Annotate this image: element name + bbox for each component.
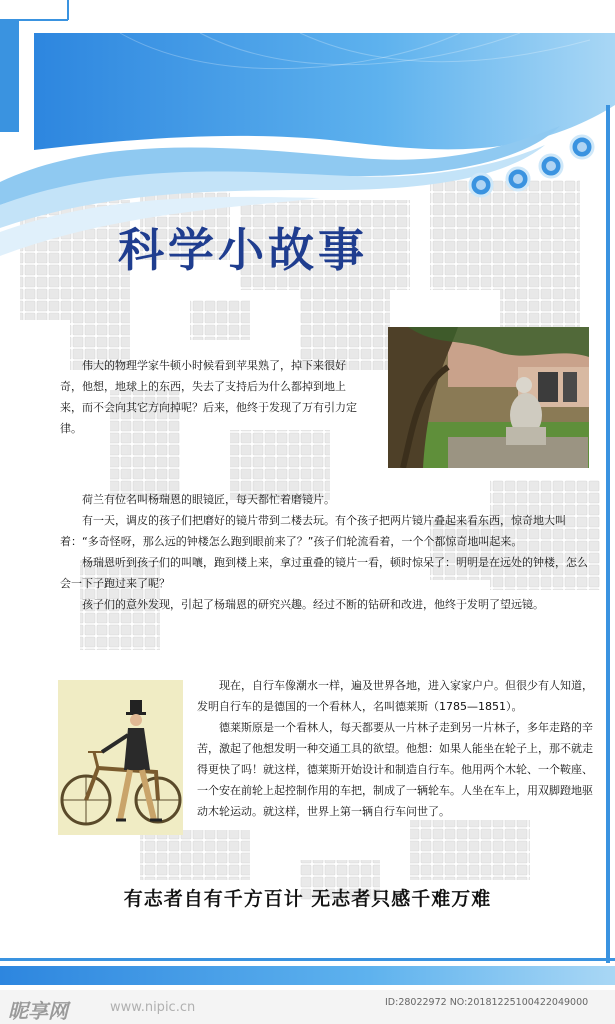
telescope-paragraph-2: 有一天，调皮的孩子们把磨好的镜片带到二楼去玩。有个孩子把两片镜片叠起来看东西，惊奇地大叫着：“多奇怪呀，那么远的钟楼怎么跑到眼前来了？”孩子们轮流看着，一个个都惊奇地叫起来。	[60, 514, 566, 548]
telescope-paragraph-1: 荷兰有位名叫杨瑞恩的眼镜匠，每天都忙着磨镜片。	[82, 493, 335, 506]
bicycle-paragraph-2: 德莱斯原是一个看林人，每天都要从一片林子走到另一片林子，多年走路的辛苦，激起了他想发明一种交通工具的欲望。他想：如果人能坐在轮子上，那不就走得更快了吗！就这样，德莱斯开始设计和制造自行车。他用两个木轮、一个鞍座、一个安在前轮上起控制作用的车把，制成了一辆轮车。人坐在车上，用双脚蹬地驱动木轮运动。就这样，世界上第一辆自行车问世了。	[197, 721, 593, 818]
bicycle-paragraph-1: 现在，自行车像潮水一样，遍及世界各地，进入家家户户。但很少有人知道，发明自行车的是德国的一个看林人，名叫德莱斯（1785—1851）。	[197, 679, 593, 713]
telescope-paragraph-4: 孩子们的意外发现，引起了杨瑞恩的研究兴趣。经过不断的钻研和改进，他终于发明了望远镜。	[82, 598, 544, 611]
bicycle-story	[197, 675, 595, 822]
watermark-url: www.nipic.cn	[110, 1000, 196, 1015]
telescope-paragraph-3: 杨瑞恩听到孩子们的叫嚷，跑到楼上来，拿过重叠的镜片一看，顿时惊呆了：明明是在远处的钟楼，怎么会一下子跑过来了呢？	[60, 556, 588, 590]
newton-paragraph: 伟大的物理学家牛顿小时候看到苹果熟了，掉下来很好奇，他想，地球上的东西，失去了支持后为什么都掉到地上来，而不会向其它方向掉呢？后来，他终于发现了万有引力定律。	[60, 359, 357, 435]
newton-story	[60, 355, 365, 439]
image-id-label: ID:28022972 NO:20181225100422049000	[385, 997, 589, 1008]
motto: 有志者自有千方百计 无志者只感千难万难	[123, 888, 492, 910]
newton-statue-photo	[388, 327, 589, 468]
telescope-story	[60, 489, 595, 615]
page-title: 科学小故事	[118, 223, 368, 277]
watermark-logo: 昵享网	[8, 999, 68, 1023]
draisine-illustration	[58, 680, 183, 835]
